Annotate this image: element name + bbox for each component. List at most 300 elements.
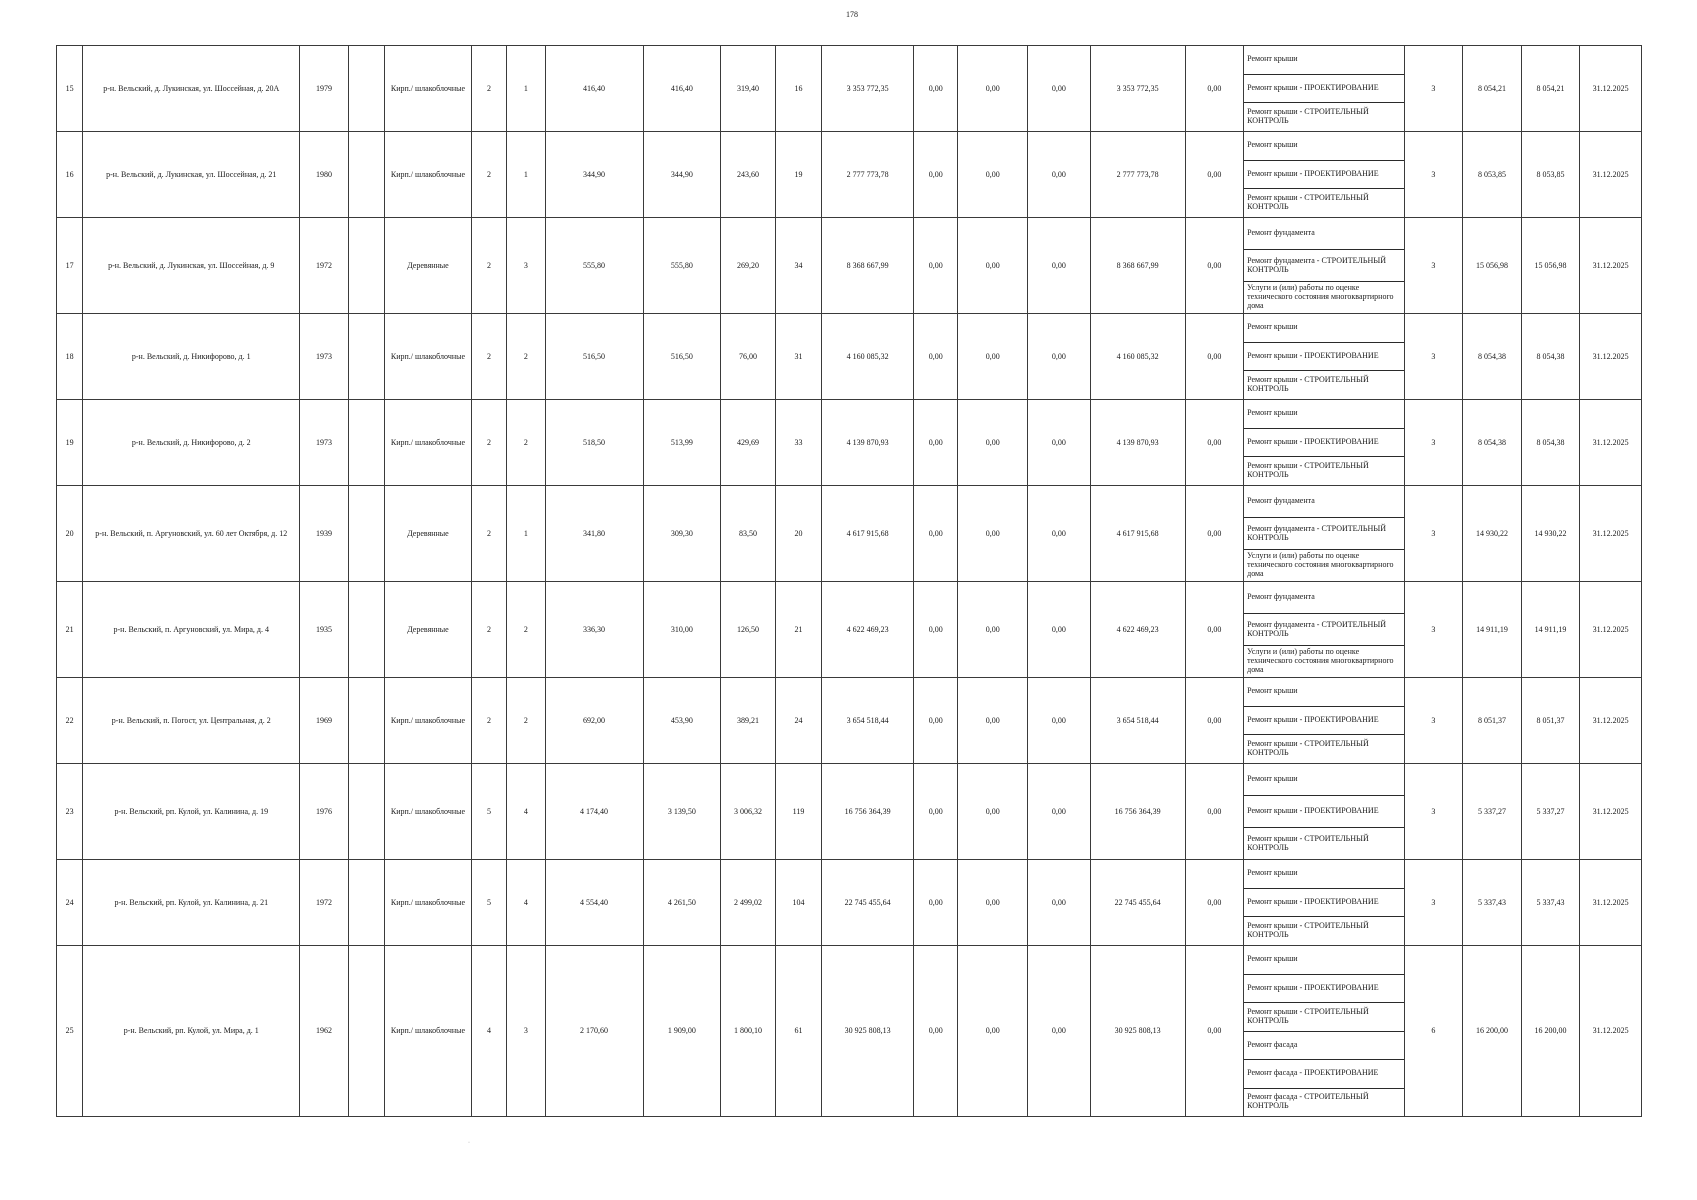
work-item: Ремонт крыши <box>1244 764 1404 796</box>
cell-entrances: 3 <box>507 946 545 1117</box>
work-item: Ремонт крыши - ПРОЕКТИРОВАНИЕ <box>1244 796 1404 828</box>
cell-cost-total: 4 617 915,68 <box>822 486 914 582</box>
cell-works <box>1244 46 1405 132</box>
cell-area-residential: 76,00 <box>721 314 776 400</box>
cell-fund-owners: 16 756 364,39 <box>1090 764 1185 860</box>
work-item: Ремонт фундамента <box>1244 218 1404 250</box>
cell-work-type: 3 <box>1404 486 1463 582</box>
cell-deadline: 31.12.2025 <box>1580 764 1642 860</box>
work-list <box>1244 764 1404 859</box>
cell-entrances: 4 <box>507 860 545 946</box>
cell-area-residential: 2 499,02 <box>721 860 776 946</box>
cell-area-living: 3 139,50 <box>643 764 721 860</box>
cell-material: Деревянные <box>385 486 472 582</box>
cell-work-type: 3 <box>1404 46 1463 132</box>
cell-fund-c: 0,00 <box>1028 218 1091 314</box>
cell-deadline: 31.12.2025 <box>1580 46 1642 132</box>
cell-fund-other: 0,00 <box>1185 486 1244 582</box>
work-item: Ремонт крыши - СТРОИТЕЛЬНЫЙ КОНТРОЛЬ <box>1247 107 1369 126</box>
cell-fund-c: 0,00 <box>1028 400 1091 486</box>
cell-unit-cost: 15 056,98 <box>1463 218 1522 314</box>
cell-work-type: 3 <box>1404 678 1463 764</box>
work-item: Ремонт крыши - ПРОЕКТИРОВАНИЕ <box>1244 707 1404 736</box>
cell-floors: 2 <box>471 678 506 764</box>
cell-unit-cost: 5 337,43 <box>1463 860 1522 946</box>
cell-address: р-н. Вельский, д. Лукинская, ул. Шоссейная, д. 21 <box>83 132 300 218</box>
work-item: Ремонт крыши - СТРОИТЕЛЬНЫЙ КОНТРОЛЬ <box>1247 921 1369 940</box>
cell-deadline: 31.12.2025 <box>1580 486 1642 582</box>
cell-unit-cost-max: 5 337,43 <box>1521 860 1580 946</box>
cell-fund-a: 0,00 <box>914 764 958 860</box>
cell-floors: 2 <box>471 486 506 582</box>
cell-residents: 20 <box>775 486 821 582</box>
cell-area-total: 4 554,40 <box>545 860 643 946</box>
cell-material: Кирп./ шлакоблочные <box>385 764 472 860</box>
cell-fund-b: 0,00 <box>958 46 1028 132</box>
table-row <box>57 218 1642 314</box>
cell-entrances: 2 <box>507 314 545 400</box>
cell-entrances: 1 <box>507 486 545 582</box>
work-item: Ремонт крыши <box>1244 678 1404 707</box>
cell-deadline: 31.12.2025 <box>1580 132 1642 218</box>
cell-no: 15 <box>57 46 83 132</box>
cell-works <box>1244 582 1405 678</box>
cell-entrances: 1 <box>507 132 545 218</box>
cell-fund-other: 0,00 <box>1185 314 1244 400</box>
cell-unit-cost-max: 5 337,27 <box>1521 764 1580 860</box>
cell-unit-cost-max: 8 054,38 <box>1521 314 1580 400</box>
cell-unit-cost-max: 15 056,98 <box>1521 218 1580 314</box>
cell-work-type: 3 <box>1404 860 1463 946</box>
cell-works <box>1244 218 1405 314</box>
work-item: Ремонт фундамента <box>1244 582 1404 614</box>
work-item: Ремонт крыши <box>1244 946 1404 975</box>
cell-fund-owners: 22 745 455,64 <box>1090 860 1185 946</box>
cell-material: Кирп./ шлакоблочные <box>385 400 472 486</box>
work-item: Ремонт фасада - СТРОИТЕЛЬНЫЙ КОНТРОЛЬ <box>1247 1092 1369 1111</box>
cell-unit-cost-max: 8 054,38 <box>1521 400 1580 486</box>
cell-area-total: 555,80 <box>545 218 643 314</box>
cell-floors: 2 <box>471 218 506 314</box>
cell-material: Кирп./ шлакоблочные <box>385 46 472 132</box>
cell-unit-cost-max: 8 053,85 <box>1521 132 1580 218</box>
cell-area-living: 344,90 <box>643 132 721 218</box>
cell-area-total: 336,30 <box>545 582 643 678</box>
repair-register-table <box>56 45 1642 1117</box>
cell-deadline: 31.12.2025 <box>1580 582 1642 678</box>
cell-unit-cost: 8 054,38 <box>1463 400 1522 486</box>
cell-area-residential: 243,60 <box>721 132 776 218</box>
cell-fund-owners: 4 622 469,23 <box>1090 582 1185 678</box>
cell-fund-a: 0,00 <box>914 132 958 218</box>
cell-floors: 2 <box>471 314 506 400</box>
cell-area-living: 4 261,50 <box>643 860 721 946</box>
cell-fund-owners: 3 353 772,35 <box>1090 46 1185 132</box>
cell-residents: 21 <box>775 582 821 678</box>
cell-entrances: 2 <box>507 582 545 678</box>
work-item: Ремонт крыши - СТРОИТЕЛЬНЫЙ КОНТРОЛЬ <box>1247 461 1369 480</box>
cell-residents: 16 <box>775 46 821 132</box>
cell-address: р-н. Вельский, рп. Кулой, ул. Мира, д. 1 <box>83 946 300 1117</box>
cell-year: 1935 <box>300 582 348 678</box>
cell-fund-other: 0,00 <box>1185 860 1244 946</box>
cell-address: р-н. Вельский, д. Никифорово, д. 2 <box>83 400 300 486</box>
table-row <box>57 132 1642 218</box>
cell-fund-b: 0,00 <box>958 678 1028 764</box>
cell-year: 1973 <box>300 314 348 400</box>
cell-fund-other: 0,00 <box>1185 46 1244 132</box>
cell-fund-a: 0,00 <box>914 218 958 314</box>
work-item: Услуги и (или) работы по оценке технического состояния многоквартирного дома <box>1247 551 1394 578</box>
cell-fund-c: 0,00 <box>1028 582 1091 678</box>
cell-blank <box>348 764 384 860</box>
cell-fund-owners: 3 654 518,44 <box>1090 678 1185 764</box>
cell-no: 17 <box>57 218 83 314</box>
cell-no: 18 <box>57 314 83 400</box>
cell-no: 25 <box>57 946 83 1117</box>
cell-year: 1976 <box>300 764 348 860</box>
cell-fund-b: 0,00 <box>958 486 1028 582</box>
cell-area-living: 310,00 <box>643 582 721 678</box>
cell-entrances: 3 <box>507 218 545 314</box>
cell-fund-owners: 30 925 808,13 <box>1090 946 1185 1117</box>
cell-area-residential: 429,69 <box>721 400 776 486</box>
work-list <box>1244 132 1404 217</box>
cell-area-living: 516,50 <box>643 314 721 400</box>
cell-work-type: 6 <box>1404 946 1463 1117</box>
cell-blank <box>348 486 384 582</box>
work-item: Ремонт крыши - ПРОЕКТИРОВАНИЕ <box>1244 75 1404 104</box>
work-item: Ремонт крыши - СТРОИТЕЛЬНЫЙ КОНТРОЛЬ <box>1247 193 1369 212</box>
cell-blank <box>348 132 384 218</box>
cell-area-total: 344,90 <box>545 132 643 218</box>
cell-cost-total: 4 160 085,32 <box>822 314 914 400</box>
cell-cost-total: 8 368 667,99 <box>822 218 914 314</box>
cell-blank <box>348 860 384 946</box>
cell-area-total: 516,50 <box>545 314 643 400</box>
cell-work-type: 3 <box>1404 400 1463 486</box>
cell-blank <box>348 582 384 678</box>
cell-fund-c: 0,00 <box>1028 486 1091 582</box>
cell-year: 1972 <box>300 860 348 946</box>
cell-area-residential: 1 800,10 <box>721 946 776 1117</box>
cell-deadline: 31.12.2025 <box>1580 400 1642 486</box>
cell-unit-cost-max: 14 911,19 <box>1521 582 1580 678</box>
cell-unit-cost: 8 054,21 <box>1463 46 1522 132</box>
cell-unit-cost: 8 051,37 <box>1463 678 1522 764</box>
cell-unit-cost-max: 8 051,37 <box>1521 678 1580 764</box>
cell-cost-total: 22 745 455,64 <box>822 860 914 946</box>
cell-fund-c: 0,00 <box>1028 678 1091 764</box>
cell-fund-owners: 4 139 870,93 <box>1090 400 1185 486</box>
table-row <box>57 486 1642 582</box>
cell-fund-other: 0,00 <box>1185 678 1244 764</box>
table-row <box>57 678 1642 764</box>
cell-year: 1939 <box>300 486 348 582</box>
work-item: Ремонт крыши - ПРОЕКТИРОВАНИЕ <box>1244 343 1404 372</box>
cell-fund-owners: 8 368 667,99 <box>1090 218 1185 314</box>
cell-unit-cost: 14 930,22 <box>1463 486 1522 582</box>
cell-no: 20 <box>57 486 83 582</box>
cell-deadline: 31.12.2025 <box>1580 314 1642 400</box>
cell-entrances: 4 <box>507 764 545 860</box>
cell-area-total: 4 174,40 <box>545 764 643 860</box>
cell-year: 1980 <box>300 132 348 218</box>
cell-area-total: 2 170,60 <box>545 946 643 1117</box>
cell-unit-cost-max: 14 930,22 <box>1521 486 1580 582</box>
cell-work-type: 3 <box>1404 314 1463 400</box>
cell-fund-a: 0,00 <box>914 946 958 1117</box>
cell-entrances: 2 <box>507 400 545 486</box>
cell-no: 23 <box>57 764 83 860</box>
cell-fund-b: 0,00 <box>958 860 1028 946</box>
work-item: Ремонт крыши - СТРОИТЕЛЬНЫЙ КОНТРОЛЬ <box>1247 375 1369 394</box>
work-item: Ремонт фундамента - СТРОИТЕЛЬНЫЙ КОНТРОЛЬ <box>1244 250 1404 282</box>
cell-material: Кирп./ шлакоблочные <box>385 132 472 218</box>
cell-blank <box>348 946 384 1117</box>
cell-fund-other: 0,00 <box>1185 400 1244 486</box>
cell-unit-cost: 5 337,27 <box>1463 764 1522 860</box>
cell-address: р-н. Вельский, д. Никифорово, д. 1 <box>83 314 300 400</box>
cell-area-total: 416,40 <box>545 46 643 132</box>
cell-area-residential: 389,21 <box>721 678 776 764</box>
cell-material: Деревянные <box>385 218 472 314</box>
table-row <box>57 946 1642 1117</box>
cell-unit-cost: 8 053,85 <box>1463 132 1522 218</box>
work-item: Ремонт фасада <box>1244 1032 1404 1061</box>
cell-fund-c: 0,00 <box>1028 132 1091 218</box>
cell-floors: 2 <box>471 46 506 132</box>
cell-fund-b: 0,00 <box>958 132 1028 218</box>
cell-area-living: 555,80 <box>643 218 721 314</box>
cell-fund-a: 0,00 <box>914 486 958 582</box>
work-list <box>1244 314 1404 399</box>
cell-cost-total: 4 622 469,23 <box>822 582 914 678</box>
cell-year: 1969 <box>300 678 348 764</box>
cell-residents: 34 <box>775 218 821 314</box>
cell-fund-a: 0,00 <box>914 46 958 132</box>
cell-area-residential: 126,50 <box>721 582 776 678</box>
cell-work-type: 3 <box>1404 132 1463 218</box>
cell-area-residential: 319,40 <box>721 46 776 132</box>
cell-fund-a: 0,00 <box>914 400 958 486</box>
cell-no: 19 <box>57 400 83 486</box>
cell-floors: 2 <box>471 400 506 486</box>
cell-floors: 5 <box>471 764 506 860</box>
cell-year: 1972 <box>300 218 348 314</box>
cell-residents: 24 <box>775 678 821 764</box>
cell-work-type: 3 <box>1404 218 1463 314</box>
cell-address: р-н. Вельский, д. Лукинская, ул. Шоссейная, д. 20А <box>83 46 300 132</box>
work-item: Ремонт крыши <box>1244 400 1404 429</box>
cell-material: Деревянные <box>385 582 472 678</box>
cell-fund-c: 0,00 <box>1028 946 1091 1117</box>
cell-area-residential: 83,50 <box>721 486 776 582</box>
cell-works <box>1244 678 1405 764</box>
cell-material: Кирп./ шлакоблочные <box>385 678 472 764</box>
cell-deadline: 31.12.2025 <box>1580 678 1642 764</box>
cell-floors: 5 <box>471 860 506 946</box>
cell-residents: 31 <box>775 314 821 400</box>
work-list <box>1244 860 1404 945</box>
cell-fund-owners: 4 160 085,32 <box>1090 314 1185 400</box>
work-item: Ремонт крыши - СТРОИТЕЛЬНЫЙ КОНТРОЛЬ <box>1244 1003 1404 1032</box>
cell-unit-cost-max: 16 200,00 <box>1521 946 1580 1117</box>
cell-no: 22 <box>57 678 83 764</box>
cell-fund-a: 0,00 <box>914 860 958 946</box>
cell-residents: 104 <box>775 860 821 946</box>
cell-material: Кирп./ шлакоблочные <box>385 860 472 946</box>
table-row <box>57 582 1642 678</box>
cell-cost-total: 2 777 773,78 <box>822 132 914 218</box>
cell-area-living: 1 909,00 <box>643 946 721 1117</box>
cell-entrances: 2 <box>507 678 545 764</box>
cell-works <box>1244 764 1405 860</box>
table-row <box>57 400 1642 486</box>
cell-floors: 2 <box>471 132 506 218</box>
cell-deadline: 31.12.2025 <box>1580 860 1642 946</box>
work-list <box>1244 678 1404 763</box>
work-item: Ремонт крыши <box>1244 132 1404 161</box>
table-row <box>57 314 1642 400</box>
cell-area-living: 513,99 <box>643 400 721 486</box>
work-list <box>1244 946 1404 1116</box>
cell-work-type: 3 <box>1404 582 1463 678</box>
cell-deadline: 31.12.2025 <box>1580 218 1642 314</box>
work-item: Ремонт фасада - ПРОЕКТИРОВАНИЕ <box>1244 1060 1404 1089</box>
cell-fund-a: 0,00 <box>914 582 958 678</box>
cell-works <box>1244 486 1405 582</box>
cell-blank <box>348 218 384 314</box>
cell-year: 1979 <box>300 46 348 132</box>
cell-fund-other: 0,00 <box>1185 582 1244 678</box>
cell-fund-other: 0,00 <box>1185 946 1244 1117</box>
cell-no: 16 <box>57 132 83 218</box>
work-item: Ремонт крыши - ПРОЕКТИРОВАНИЕ <box>1244 429 1404 458</box>
cell-area-total: 692,00 <box>545 678 643 764</box>
work-item: Ремонт фундамента <box>1244 486 1404 518</box>
work-list <box>1244 46 1404 131</box>
cell-cost-total: 30 925 808,13 <box>822 946 914 1117</box>
cell-fund-b: 0,00 <box>958 946 1028 1117</box>
cell-year: 1973 <box>300 400 348 486</box>
work-item: Ремонт крыши - ПРОЕКТИРОВАНИЕ <box>1244 889 1404 918</box>
work-item: Ремонт крыши - ПРОЕКТИРОВАНИЕ <box>1244 161 1404 190</box>
work-item: Услуги и (или) работы по оценке технического состояния многоквартирного дома <box>1247 647 1394 674</box>
work-item: Ремонт крыши <box>1244 314 1404 343</box>
cell-area-residential: 269,20 <box>721 218 776 314</box>
work-item: Ремонт крыши <box>1244 860 1404 889</box>
page-number: 178 <box>846 10 858 19</box>
cell-fund-other: 0,00 <box>1185 218 1244 314</box>
table-row <box>57 46 1642 132</box>
cell-fund-other: 0,00 <box>1185 132 1244 218</box>
cell-cost-total: 16 756 364,39 <box>822 764 914 860</box>
cell-works <box>1244 132 1405 218</box>
cell-address: р-н. Вельский, рп. Кулой, ул. Калинина, д. 21 <box>83 860 300 946</box>
cell-residents: 19 <box>775 132 821 218</box>
work-list <box>1244 582 1404 677</box>
cell-area-living: 416,40 <box>643 46 721 132</box>
cell-no: 21 <box>57 582 83 678</box>
cell-fund-b: 0,00 <box>958 400 1028 486</box>
work-list <box>1244 486 1404 581</box>
cell-fund-b: 0,00 <box>958 764 1028 860</box>
cell-fund-a: 0,00 <box>914 678 958 764</box>
scan-dot: · <box>468 1140 470 1146</box>
work-item: Ремонт фундамента - СТРОИТЕЛЬНЫЙ КОНТРОЛЬ <box>1244 518 1404 550</box>
cell-material: Кирп./ шлакоблочные <box>385 314 472 400</box>
cell-unit-cost: 16 200,00 <box>1463 946 1522 1117</box>
cell-blank <box>348 678 384 764</box>
cell-unit-cost-max: 8 054,21 <box>1521 46 1580 132</box>
cell-fund-owners: 2 777 773,78 <box>1090 132 1185 218</box>
cell-blank <box>348 314 384 400</box>
cell-fund-b: 0,00 <box>958 582 1028 678</box>
cell-area-residential: 3 006,32 <box>721 764 776 860</box>
work-item: Ремонт крыши <box>1244 46 1404 75</box>
table-row <box>57 860 1642 946</box>
table-body <box>57 46 1642 1117</box>
cell-unit-cost: 8 054,38 <box>1463 314 1522 400</box>
cell-works <box>1244 400 1405 486</box>
cell-address: р-н. Вельский, д. Лукинская, ул. Шоссейная, д. 9 <box>83 218 300 314</box>
register-sheet <box>56 45 1642 1116</box>
cell-residents: 33 <box>775 400 821 486</box>
cell-blank <box>348 400 384 486</box>
cell-floors: 4 <box>471 946 506 1117</box>
cell-works <box>1244 314 1405 400</box>
cell-address: р-н. Вельский, п. Погост, ул. Центральная, д. 2 <box>83 678 300 764</box>
work-item: Ремонт крыши - СТРОИТЕЛЬНЫЙ КОНТРОЛЬ <box>1247 833 1369 852</box>
cell-deadline: 31.12.2025 <box>1580 946 1642 1117</box>
cell-fund-c: 0,00 <box>1028 860 1091 946</box>
cell-cost-total: 3 353 772,35 <box>822 46 914 132</box>
cell-fund-owners: 4 617 915,68 <box>1090 486 1185 582</box>
table-row <box>57 764 1642 860</box>
work-list <box>1244 400 1404 485</box>
cell-fund-b: 0,00 <box>958 314 1028 400</box>
cell-address: р-н. Вельский, п. Аргуновский, ул. Мира, д. 4 <box>83 582 300 678</box>
cell-unit-cost: 14 911,19 <box>1463 582 1522 678</box>
cell-year: 1962 <box>300 946 348 1117</box>
cell-address: р-н. Вельский, рп. Кулой, ул. Калинина, д. 19 <box>83 764 300 860</box>
cell-cost-total: 4 139 870,93 <box>822 400 914 486</box>
work-item: Ремонт крыши - ПРОЕКТИРОВАНИЕ <box>1244 975 1404 1004</box>
cell-work-type: 3 <box>1404 764 1463 860</box>
work-list <box>1244 218 1404 313</box>
cell-floors: 2 <box>471 582 506 678</box>
cell-fund-a: 0,00 <box>914 314 958 400</box>
cell-area-total: 341,80 <box>545 486 643 582</box>
cell-residents: 61 <box>775 946 821 1117</box>
cell-area-total: 518,50 <box>545 400 643 486</box>
cell-fund-c: 0,00 <box>1028 314 1091 400</box>
cell-entrances: 1 <box>507 46 545 132</box>
cell-fund-other: 0,00 <box>1185 764 1244 860</box>
cell-works <box>1244 860 1405 946</box>
cell-no: 24 <box>57 860 83 946</box>
cell-fund-b: 0,00 <box>958 218 1028 314</box>
work-item: Ремонт крыши - СТРОИТЕЛЬНЫЙ КОНТРОЛЬ <box>1247 739 1369 758</box>
cell-fund-c: 0,00 <box>1028 46 1091 132</box>
cell-blank <box>348 46 384 132</box>
cell-area-living: 309,30 <box>643 486 721 582</box>
cell-fund-c: 0,00 <box>1028 764 1091 860</box>
work-item: Ремонт фундамента - СТРОИТЕЛЬНЫЙ КОНТРОЛЬ <box>1244 614 1404 646</box>
cell-area-living: 453,90 <box>643 678 721 764</box>
cell-works <box>1244 946 1405 1117</box>
